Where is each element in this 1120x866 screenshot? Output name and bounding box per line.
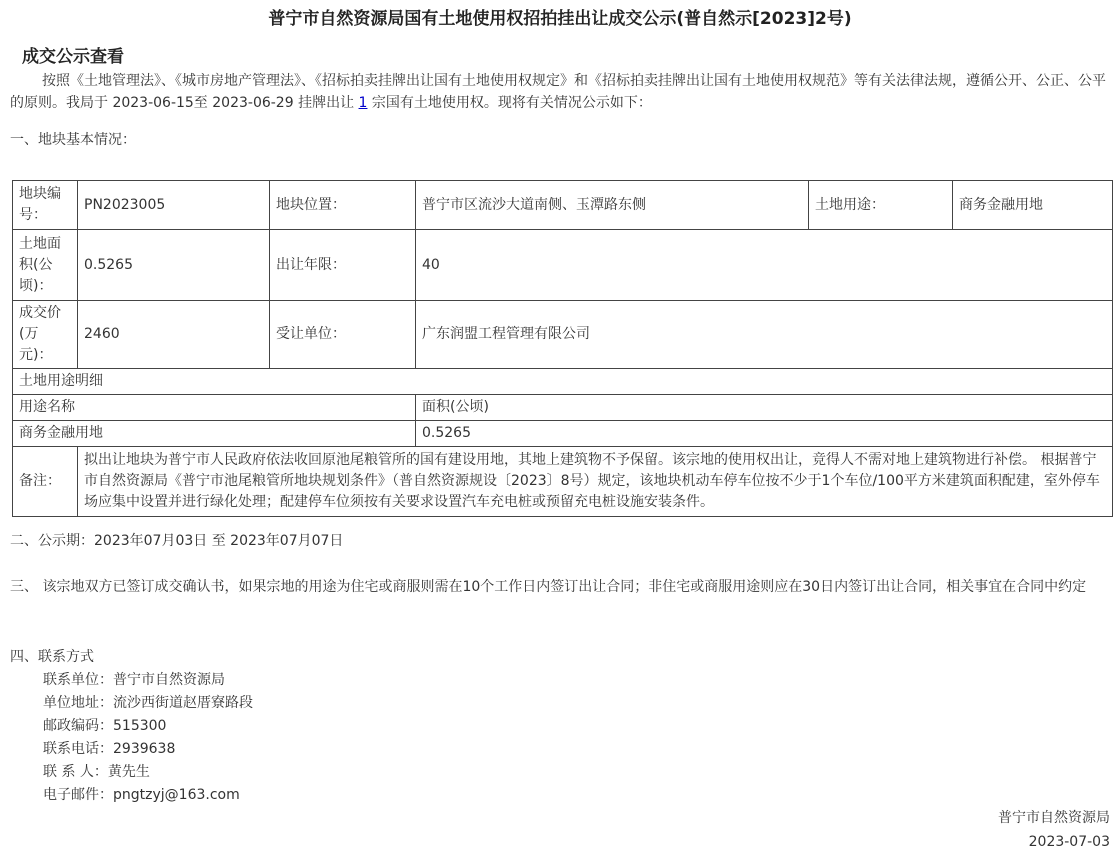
contact-address: 单位地址：流沙西街道赵厝寮路段 <box>43 695 253 711</box>
signature-date: 2023-07-03 <box>1028 834 1110 850</box>
location-value: 普宁市区流沙大道南侧、玉潭路东侧 <box>416 181 809 230</box>
section4-heading: 四、联系方式 <box>10 649 94 665</box>
intro-text-part2: 宗国有土地使用权。现将有关情况公示如下： <box>367 95 652 111</box>
remark-value: 拟出让地块为普宁市人民政府依法收回原池尾粮管所的国有建设用地，其地上建筑物不予保留。该宗地的使用权出让，竞得人不需对地上建筑物进行补偿。 根据普宁市自然资源局《普宁市池尾粮管所地块规划条件》（普自然资源规设〔2023〕8号）规定，该地块机动车停车位按不少于1个车位/100平方米建筑面积配建，室外停车场应集中设置并进行绿化处理；配建停车位须按有关要求设置汽车充电桩或预留充电桩设施安装条件。 <box>78 447 1113 517</box>
contact-postcode: 邮政编码：515300 <box>43 718 167 734</box>
contact-person: 联 系 人：黄先生 <box>43 764 150 780</box>
term-label: 出让年限： <box>270 230 416 301</box>
land-use-label: 土地用途： <box>809 181 953 230</box>
use-name-header: 用途名称 <box>13 395 416 421</box>
use-row-area: 0.5265 <box>416 421 1113 447</box>
parcel-no-label: 地块编号： <box>13 181 78 230</box>
price-label: 成交价(万元)： <box>13 301 78 369</box>
use-detail-label: 土地用途明细 <box>13 369 1113 395</box>
section2-publicity-period: 二、公示期：2023年07月03日 至 2023年07月07日 <box>10 533 344 549</box>
buyer-value: 广东润盟工程管理有限公司 <box>416 301 1113 369</box>
section-heading: 成交公示查看 <box>22 47 124 67</box>
intro-paragraph <box>10 70 1108 114</box>
page-title: 普宁市自然资源局国有土地使用权招拍挂出让成交公示(普自然示[2023]2号) <box>268 9 852 29</box>
area-label: 土地面积(公顷)： <box>13 230 78 301</box>
contact-email: 电子邮件：pngtzyj@163.com <box>43 787 240 803</box>
remark-label: 备注： <box>13 447 78 517</box>
term-value: 40 <box>416 230 1113 301</box>
contact-unit: 联系单位：普宁市自然资源局 <box>43 672 225 688</box>
use-area-header: 面积(公顷) <box>416 395 1113 421</box>
price-value: 2460 <box>78 301 270 369</box>
parcel-table <box>12 180 1113 517</box>
signature-org: 普宁市自然资源局 <box>998 810 1110 826</box>
parcel-count-link[interactable]: 1 <box>358 95 368 111</box>
use-row-name: 商务金融用地 <box>13 421 416 447</box>
parcel-no-value: PN2023005 <box>78 181 270 230</box>
section1-heading: 一、地块基本情况： <box>10 132 136 148</box>
location-label: 地块位置： <box>270 181 416 230</box>
contact-phone: 联系电话：2939638 <box>43 741 176 757</box>
area-value: 0.5265 <box>78 230 270 301</box>
section3-contract-note: 三、 该宗地双方已签订成交确认书，如果宗地的用途为住宅或商服则需在10个工作日内签订出让合同；非住宅或商服用途则应在30日内签订出让合同，相关事宜在合同中约定 <box>10 579 1087 595</box>
intro-text-part1: 按照《土地管理法》、《城市房地产管理法》、《招标拍卖挂牌出让国有土地使用权规定》和《招标拍卖挂牌出让国有土地使用权规范》等有关法律法规，遵循公开、公正、公平的原则。我局于 2023-06-15至 2023-06-29 挂牌出让 <box>10 73 1106 111</box>
buyer-label: 受让单位： <box>270 301 416 369</box>
land-use-value: 商务金融用地 <box>953 181 1113 230</box>
